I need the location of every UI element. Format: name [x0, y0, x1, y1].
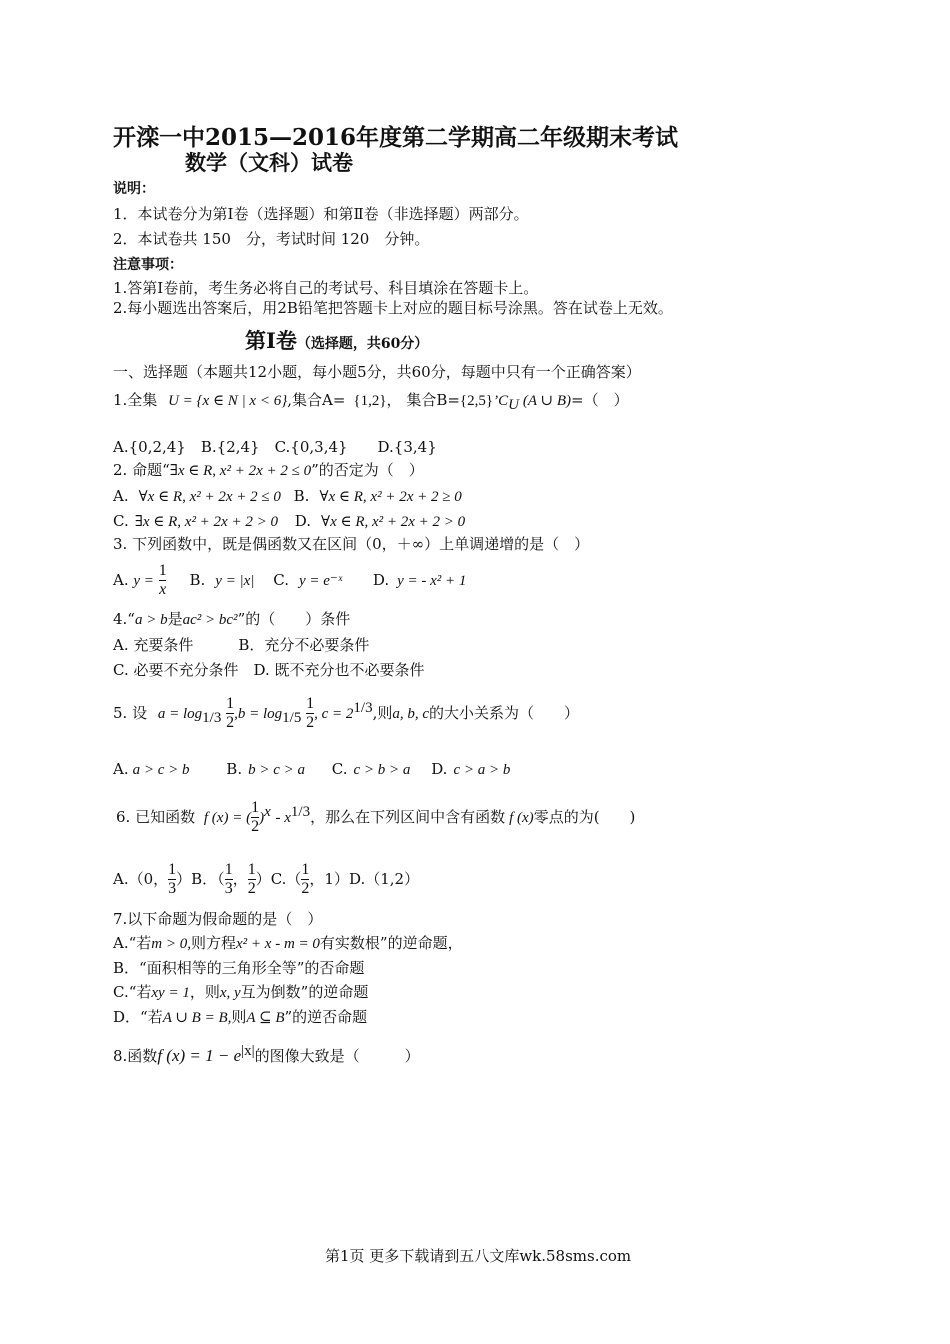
q5-b-definition: ,b = log	[234, 705, 283, 722]
section-note: （选择题，共60分）	[296, 336, 429, 352]
q3-option-d: y = - x² + 1	[397, 572, 467, 589]
q8-function: f (x) = 1 − e	[157, 1046, 242, 1065]
q2-options-ab	[113, 487, 462, 507]
q4-options-cd: C. 必要不充分条件 D. 既不充分也不必要条件	[113, 661, 425, 679]
q6-function-name: f (x)	[509, 809, 534, 826]
q6-half-numerator: 1	[247, 861, 256, 878]
q6-options	[113, 862, 419, 898]
q7-option-b: B．“面积相等的三角形全等”的否命题	[113, 959, 365, 977]
q6-function-lhs: f (x) = (	[203, 809, 252, 826]
question-2	[113, 461, 424, 481]
notes-heading: 注意事项：	[113, 257, 183, 273]
q1-complement: ’C	[493, 393, 509, 409]
q2-option-c-label: C.	[113, 512, 129, 530]
q7-option-d-condition: A ∪ B = B,	[162, 1010, 232, 1026]
q2-options-cd	[113, 512, 465, 532]
q6-third-denominator: 3	[168, 879, 177, 897]
q7-text: ”的逆否命题	[284, 1008, 368, 1026]
q5-option-a: a > c > b	[132, 762, 190, 778]
q3-option-a-denominator: x	[159, 580, 167, 598]
question-1	[113, 391, 629, 415]
q7-text: ，则	[189, 983, 220, 1001]
q6-option-text: ）C.（	[255, 869, 302, 888]
q2-option-b-label: B.	[293, 487, 310, 505]
q2-option-d: ∀x ∈ R, x² + 2x + 2 > 0	[321, 514, 466, 530]
q7-text: A.“若	[113, 934, 152, 952]
q7-option-d-conclusion: A ⊆ B	[246, 1010, 285, 1026]
instruction-item: 1．本试卷分为第Ⅰ卷（选择题）和第Ⅱ卷（非选择题）两部分。	[113, 205, 529, 223]
q4-text: ”的（ ）条件	[237, 610, 351, 628]
q2-option-d-label: D.	[294, 512, 312, 530]
q7-text: 有实数根”的逆命题，	[319, 934, 463, 952]
q6-half-denominator: 2	[301, 879, 310, 897]
q5-half-denominator: 2	[306, 713, 315, 731]
section-title: 第Ⅰ卷	[245, 328, 297, 353]
instruction-item: 2．本试卷共 150 分，考试时间 120 分钟。	[113, 230, 430, 248]
q2-text: ”的否定为（ ）	[311, 461, 424, 479]
q5-c-exponent: 1/3	[353, 699, 373, 716]
q6-option-text: ）B．（	[176, 869, 225, 888]
section-heading	[245, 328, 428, 354]
q7-option-a-condition: m > 0,	[151, 936, 191, 952]
exam-subtitle: 数学（文科）试卷	[185, 150, 353, 175]
q3-option-c: y = e⁻ˣ	[298, 572, 343, 589]
q6-text: 6. 已知函数	[116, 807, 196, 826]
q3-option-b-label: B.	[189, 570, 206, 589]
q7-text: 互为倒数”的逆命题	[240, 983, 369, 1001]
q6-text: 零点的为( )	[533, 807, 636, 826]
q1-text: ， 集合B=	[386, 391, 460, 409]
q5-half-denominator: 2	[226, 713, 235, 731]
q7-text: D．“若	[113, 1008, 163, 1026]
q6-text: ，那么在下列区间中含有函数	[310, 807, 506, 826]
q5-option-b-label: B.	[226, 760, 243, 778]
part1-intro: 一、选择题（本题共12小题，每小题5分，共60分，每题中只有一个正确答案）	[113, 363, 641, 381]
q5-a-log-base: 1/3	[202, 709, 222, 726]
q6-rhs-exponent: 1/3	[290, 803, 311, 820]
q4-text: 4.“	[113, 610, 135, 628]
question-3: 3. 下列函数中，既是偶函数又在区间（0，＋∞）上单调递增的是（ ）	[113, 535, 590, 553]
q6-base-denominator: 2	[251, 817, 260, 835]
q1-text: 1.全集	[113, 391, 158, 409]
q2-option-a-label: A.	[113, 487, 129, 505]
q7-option-c-condition: xy = 1	[151, 985, 190, 1001]
q8-text: 的图像大致是（ ）	[254, 1047, 420, 1065]
q1-set-u: U = {x ∈ N | x < 6}	[168, 393, 288, 409]
q5-option-d-label: D.	[431, 760, 448, 778]
q5-text: 的大小关系为（ ）	[429, 703, 580, 722]
q5-a-definition: a = log	[157, 705, 203, 722]
question-7: 7.以下命题为假命题的是（ ）	[113, 910, 323, 928]
q3-option-a-lhs: y =	[133, 572, 154, 589]
q8-exponent: |x|	[241, 1043, 255, 1059]
q5-half-numerator: 1	[306, 695, 315, 712]
q7-option-d	[113, 1008, 367, 1028]
q6-third-numerator: 1	[168, 861, 177, 878]
q5-option-a-label: A.	[113, 760, 129, 778]
q2-option-a: ∀x ∈ R, x² + 2x + 2 ≤ 0	[138, 489, 281, 505]
q5-text: ,则	[372, 703, 393, 722]
q4-conclusion: ac² > bc²	[182, 612, 238, 628]
q1-set-b: {2,5}	[459, 393, 494, 409]
q6-base-numerator: 1	[251, 799, 260, 816]
q6-half-denominator: 2	[247, 879, 256, 897]
q1-text: ,集合A=	[287, 391, 346, 409]
q1-complement-sub: U	[508, 397, 519, 413]
q4-options-ab: A. 充要条件 B．充分不必要条件	[113, 636, 370, 654]
q6-option-text: ，1）D.（1,2）	[309, 869, 420, 888]
q5-option-d: c > a > b	[453, 762, 511, 778]
q5-option-b: b > c > a	[248, 762, 305, 778]
q1-set-a: {1,2}	[353, 393, 387, 409]
q5-variables: a, b, c	[392, 705, 430, 722]
q8-text: 8.函数	[113, 1047, 158, 1065]
q4-condition: a > b	[134, 612, 168, 628]
q3-option-d-label: D.	[372, 570, 390, 589]
q3-option-a-numerator: 1	[158, 562, 167, 579]
q5-b-log-base: 1/5	[282, 709, 302, 726]
question-4	[113, 610, 350, 630]
q7-text: C.“若	[113, 983, 152, 1001]
q1-text: =（ ）	[571, 391, 629, 409]
q6-function-rhs: - x	[275, 809, 291, 826]
q2-option-b: ∀x ∈ R, x² + 2x + 2 ≥ 0	[319, 489, 462, 505]
q5-c-definition: , c = 2	[314, 705, 354, 722]
q1-options: A.{0,2,4} B.{2,4} C.{0,3,4} D.{3,4}	[113, 438, 437, 456]
q2-option-c: ∃x ∈ R, x² + 2x + 2 > 0	[134, 514, 278, 530]
q5-option-c-label: C.	[331, 760, 348, 778]
q7-option-c-variables: x, y	[219, 985, 241, 1001]
note-item: 2.每小题选出答案后，用2B铅笔把答题卡上对应的题目标号涂黑。答在试卷上无效。	[113, 299, 673, 317]
q2-text: 2. 命题“	[113, 461, 170, 479]
q7-option-a-equation: x² + x - m = 0	[236, 936, 320, 952]
q6-option-text: A.（0，	[113, 869, 169, 888]
note-item: 1.答第Ⅰ卷前，考生务必将自己的考试号、科目填涂在答题卡上。	[113, 279, 539, 297]
question-8	[113, 1042, 420, 1066]
q1-complement-arg: (A ∪ B)	[522, 393, 572, 409]
exam-title: 开滦一中2015—2016年度第二学期高二年级期末考试	[113, 124, 679, 151]
q3-options	[113, 563, 466, 599]
q5-option-c: c > b > a	[353, 762, 411, 778]
q2-proposition: ∃x ∈ R, x² + 2x + 2 ≤ 0	[169, 463, 312, 479]
q6-half-numerator: 1	[301, 861, 310, 878]
question-6: 6. 已知函数 f (x) = ( $\frac{1}{2}$ )$^x - x^{1/3}$，那么在下列区间中含有函数 f (x)零点的为( )	[116, 799, 636, 835]
question-5	[113, 696, 579, 732]
q6-option-text: ，	[232, 869, 248, 888]
q5-options	[113, 760, 510, 780]
q5-text: 5. 设	[113, 703, 148, 722]
q3-option-a-label: A.	[113, 570, 129, 589]
q3-option-c-label: C.	[273, 570, 289, 589]
instructions-heading: 说明：	[113, 181, 155, 197]
q5-half-numerator: 1	[226, 695, 235, 712]
q3-option-b: y = |x|	[215, 572, 255, 589]
q7-text: 则	[231, 1008, 247, 1026]
q7-option-c	[113, 983, 368, 1003]
q6-exponent: x	[264, 803, 271, 820]
page-footer: 第1页 更多下载请到五八文库wk.58sms.com	[325, 1247, 632, 1265]
q6-third-numerator: 1	[224, 861, 233, 878]
q6-third-denominator: 3	[224, 879, 233, 897]
q4-text: 是	[167, 610, 183, 628]
q7-option-a	[113, 934, 463, 954]
q7-text: 则方程	[191, 934, 237, 952]
